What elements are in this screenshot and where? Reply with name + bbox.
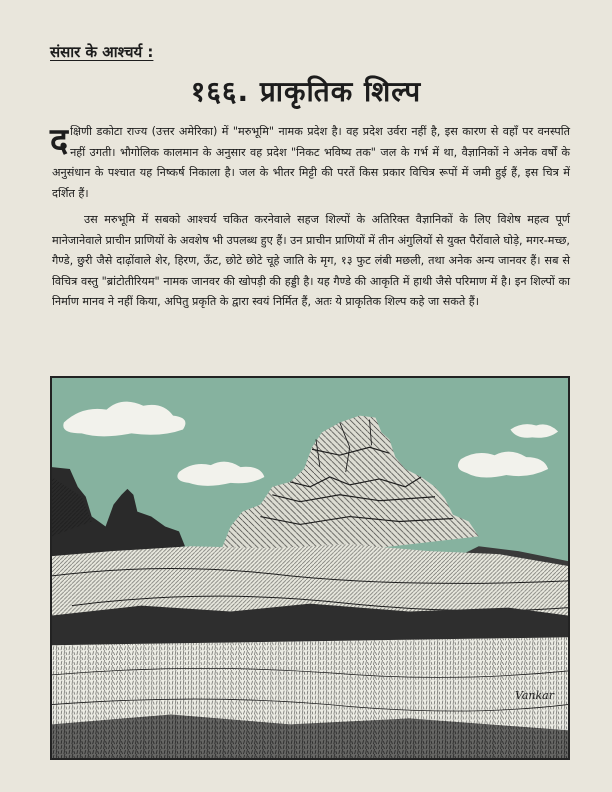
- paragraph-2: उस मरुभूमि में सबको आश्चर्य चकित करनेवाले सहज शिल्पों के अतिरिक्त वैज्ञानिकों के लिए विशेष महत्व पूर्ण मानेजानेवाले प्राचीन प्राणियों के अवशेष भी उपलब्ध हुए हैं। उन प्राचीन प्राणियों में तीन अंगुलियों से युक्त पैरोंवाले घोड़े, मगर-मच्छ, गैण्डे, छुरी जैसे दाढ़ोंवाले शेर, हिरण, ऊँट, छोटे छोटे चूहे जाति के मृग, १३ फुट लंबी मछली, तथा अनेक अन्य जानवर हैं। सब से विचित्र वस्तु "ब्रांटोतीरियम" नामक जानवर की खोपड़ी की हड्डी है। यह गैण्डे की आकृति में हाथी जैसे परिमाण में है। इन शिल्पों का निर्माण मानव ने नहीं किया, अपितु प्रकृति के द्वारा स्वयं निर्मित हैं, अतः ये प्राकृतिक शिल्प कहे जा सकते हैं।: [52, 213, 570, 308]
- drop-cap: द: [50, 121, 69, 161]
- badlands-illustration: [50, 376, 570, 760]
- article-body: [52, 122, 570, 319]
- page-title: १६६. प्राकृतिक शिल्प: [190, 75, 422, 108]
- paragraph-1-text: क्षिणी डकोटा राज्य (उत्तर अमेरिका) में "मरुभूमि" नामक प्रदेश है। वह प्रदेश उर्वरा नहीं है, इस कारण से वहाँ पर वनस्पति नहीं उगती। भौगोलिक कालमान के अनुसार वह प्रदेश "निकट भविष्य तक" जल के गर्भ में था, वैज्ञानिकों ने अनेक वर्षों के अनुसंधान के पश्चात यह निष्कर्ष निकाला है। जल के भीतर मिट्टी की परतें किस प्रकार विचित्र रूपों में जमी हुई हैं, इस चित्र में दर्शित हैं।: [52, 125, 570, 200]
- artist-signature: Vankar: [514, 689, 554, 702]
- landscape-drawing: [52, 378, 568, 758]
- section-label: संसार के आश्चर्य :: [50, 43, 154, 61]
- paragraph-1: [52, 122, 570, 204]
